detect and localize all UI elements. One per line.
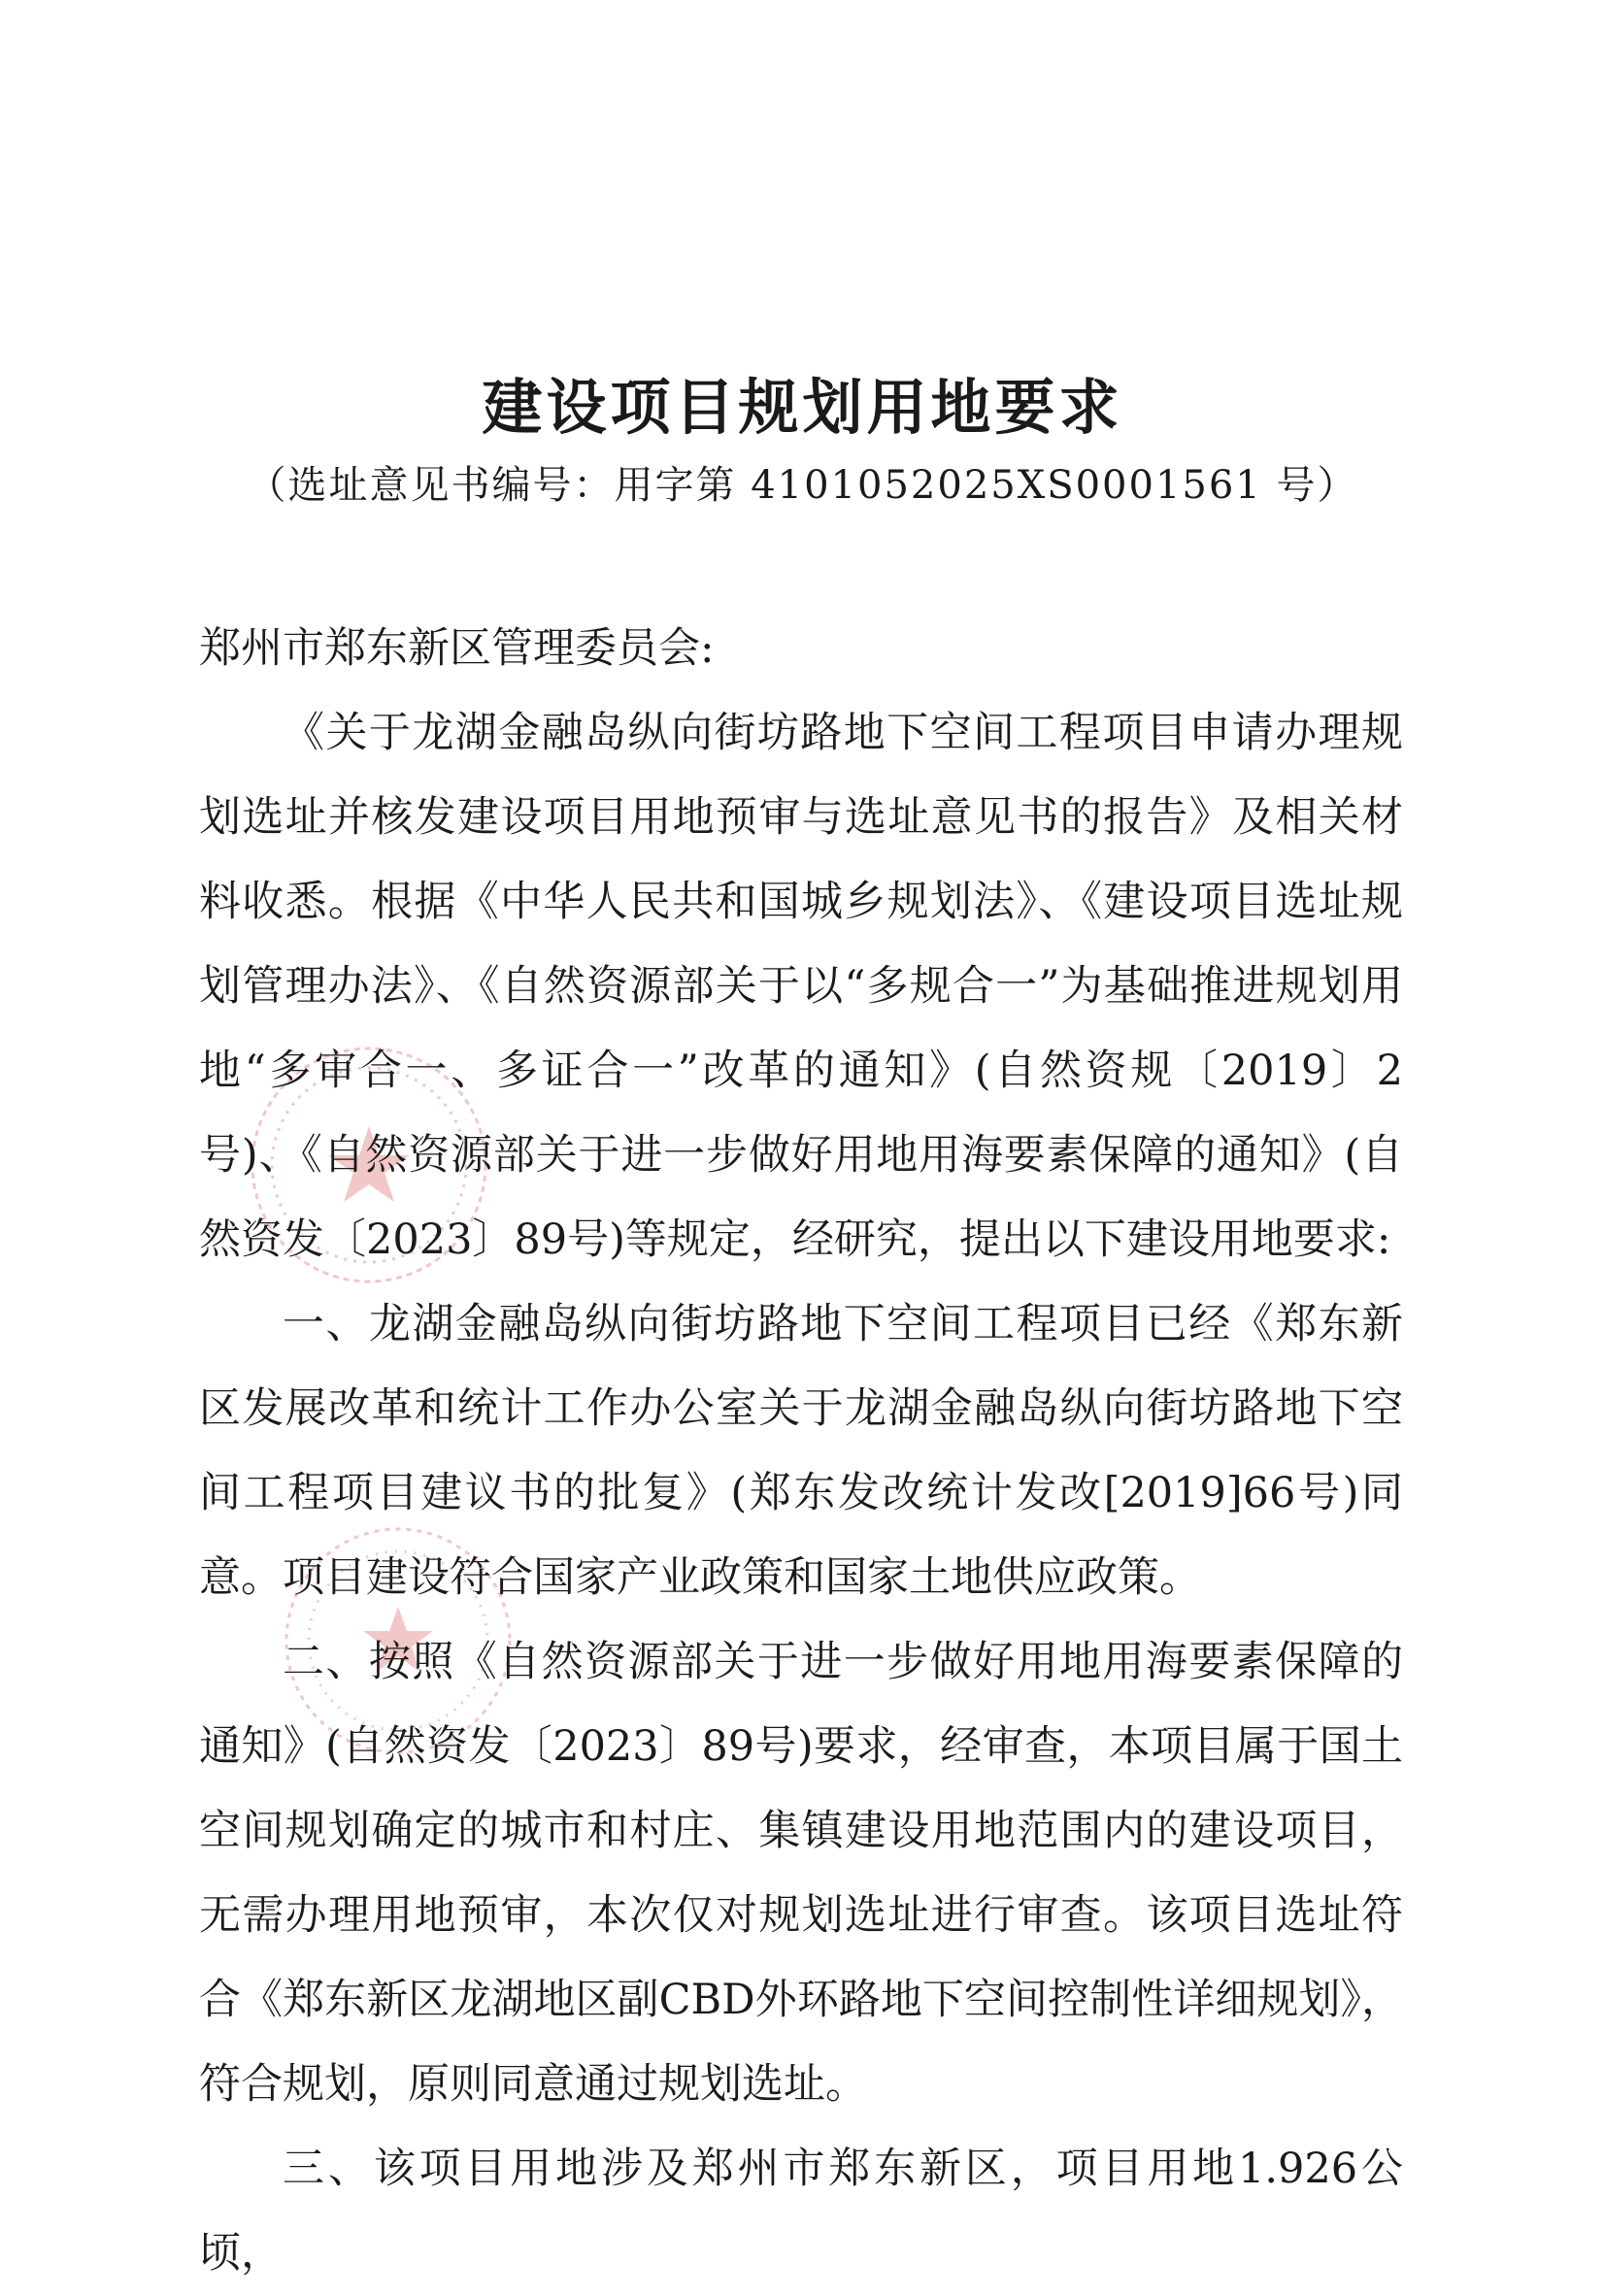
salutation: 郑州市郑东新区管理委员会: — [199, 624, 715, 673]
paragraph-item-3: 三、该项目用地涉及郑州市郑东新区，项目用地1.926公顷， — [199, 2145, 1403, 2278]
paragraph-intro: 《关于龙湖金融岛纵向街坊路地下空间工程项目申请办理规划选址并核发建设项目用地预审与选址意见书的报告》及相关材料收悉。根据《中华人民共和国城乡规划法》、《建设项目选址规划管理办法》、《自然资源部关于以“多规合一”为基础推进规划用地“多审合一、多证合一”改革的通知》(自然资规〔2019〕2号)、《自然资源部关于进一步做好用地用海要素保障的通知》(自然资发〔2023〕89号)等规定，经研究，提出以下建设用地要求: — [199, 709, 1403, 1264]
document-body — [199, 607, 1403, 2296]
document-title: 建设项目规划用地要求 — [482, 372, 1123, 443]
paragraph-item-1: 一、龙湖金融岛纵向街坊路地下空间工程项目已经《郑东新区发展改革和统计工作办公室关于龙湖金融岛纵向街坊路地下空间工程项目建议书的批复》(郑东发改统计发改[2019]66号)同意。项目建设符合国家产业政策和国家土地供应政策。 — [199, 1300, 1403, 1602]
paragraph-item-2: 二、按照《自然资源部关于进一步做好用地用海要素保障的通知》(自然资发〔2023〕89号)要求，经审查，本项目属于国土空间规划确定的城市和村庄、集镇建设用地范围内的建设项目，无需办理用地预审，本次仅对规划选址进行审查。该项目选址符合《郑东新区龙湖地区副CBD外环路地下空间控制性详细规划》，符合规划，原则同意通过规划选址。 — [199, 1638, 1403, 2109]
document-subtitle: （选址意见书编号：用字第 4101052025XS0001561 号） — [247, 463, 1358, 508]
